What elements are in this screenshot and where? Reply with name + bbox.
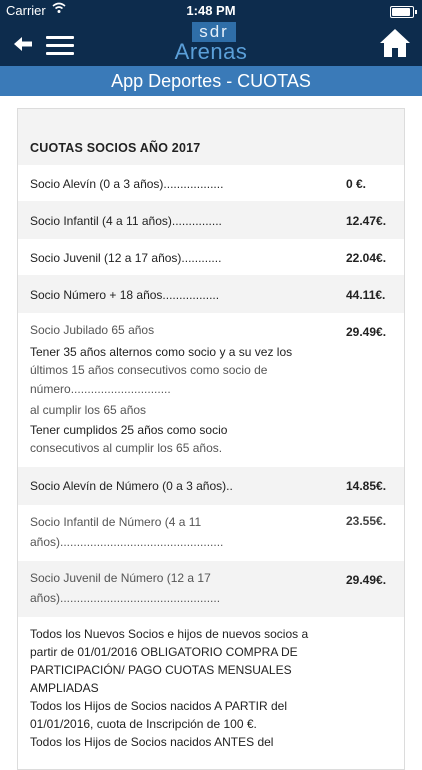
nav-bar [0,22,422,66]
fee-description: Tener cumplidos 25 años como socio [30,423,228,437]
fee-label: Socio Infantil (4 a 11 años)............... [30,214,222,228]
fee-label: Socio Alevín de Número (0 a 3 años).. [30,479,233,493]
note-line: Todos los Hijos de Socios nacidos ANTES del [30,735,274,749]
fee-price: 29.49€. [346,325,387,339]
fee-row [18,165,404,201]
note-line: PARTICIPACIÓN/ PAGO CUOTAS MENSUALES [30,663,292,677]
fee-label: Socio Jubilado 65 años [30,323,155,337]
fee-row [18,275,404,313]
fee-label: Socio Juvenil de Número (12 a 17 [30,571,211,585]
fee-label: años)................................................. [30,535,224,549]
fee-price: 14.85€. [346,479,387,493]
note-line: partir de 01/01/2016 OBLIGATORIO COMPRA DE [30,645,298,659]
status-bar [0,0,422,22]
sdr-arenas-logo [170,22,252,66]
fee-row [18,505,404,561]
carrier-label: Carrier [6,3,46,18]
fee-row [18,239,404,275]
hamburger-menu-icon[interactable] [46,36,74,54]
fee-price: 12.47€. [346,214,387,228]
fee-label: Socio Alevín (0 a 3 años).................. [30,177,224,191]
page-title: App Deportes - CUOTAS [0,66,422,96]
home-icon[interactable] [378,27,412,59]
fee-row-jubilado [18,313,404,467]
fee-price: 29.49€. [346,573,387,587]
fee-description: consecutivos al cumplir los 65 años. [30,441,223,455]
fee-price: 0 €. [346,177,367,191]
back-arrow-icon[interactable] [12,34,34,54]
logo-top: sdr [192,22,236,42]
battery-icon [390,6,414,18]
fee-row [18,201,404,239]
fee-description: número.............................. [30,382,171,396]
note-line: Todos los Hijos de Socios nacidos A PARTIR del [30,699,288,713]
fee-label: Socio Juvenil (12 a 17 años)............ [30,251,222,265]
fee-row [18,467,404,505]
note-line: Todos los Nuevos Socios e hijos de nuevos socios a [30,627,309,641]
fee-price: 22.04€. [346,251,387,265]
note-line: AMPLIADAS [30,681,99,695]
fee-description: al cumplir los 65 años [30,403,147,417]
notes-block [18,617,404,770]
fee-label: años)................................................ [30,591,221,605]
fees-card [17,108,405,770]
section-header: CUOTAS SOCIOS AÑO 2017 [30,141,201,155]
fee-description: Tener 35 años alternos como socio y a su vez los [30,345,293,359]
fee-description: últimos 15 años consecutivos como socio de [30,363,268,377]
logo-bottom: Arenas [174,39,248,64]
note-line: 01/01/2016, cuota de Inscripción de 100 €. [30,717,257,731]
fee-row [18,561,404,617]
clock: 1:48 PM [186,3,236,18]
fee-label: Socio Número + 18 años................. [30,288,220,302]
fee-price: 23.55€. [346,514,387,528]
fee-price: 44.11€. [346,288,386,302]
fee-label: Socio Infantil de Número (4 a 11 [30,515,202,529]
